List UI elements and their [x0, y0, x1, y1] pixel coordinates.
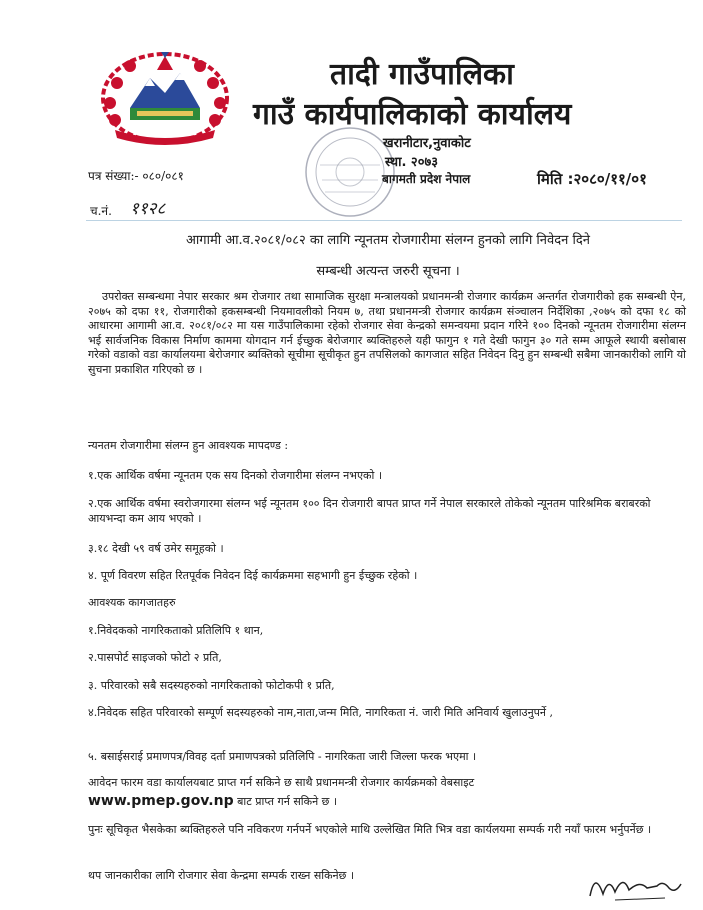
header-divider: [86, 220, 682, 221]
established-year: स्था. २०७३: [385, 155, 438, 170]
dispatch-number-handwritten: ११२८: [130, 199, 166, 219]
document-item: ४.निवेदक सहित परिवारको सम्पूर्ण सदस्यहरुको नाम,नाता,जन्म मिति, नागरिकता नं. जारी मिति अनिवार्य खुलाउनुपर्ने ,: [88, 706, 554, 719]
letter-date: मिति :२०८०/११/०१: [537, 170, 647, 188]
contact-notice: थप जानकारीका लागि रोजगार सेवा केन्द्रमा सम्पर्क राख्न सकिनेछ ।: [88, 869, 355, 882]
signature-icon: [585, 866, 685, 906]
document-item: ३. परिवारको सबै सदस्यहरुको नागरिकताको फोटोकपी १ प्रति,: [88, 679, 335, 692]
letter-reference-number: पत्र संख्या:- ०८०/०८१: [88, 169, 184, 183]
criteria-item: ४. पूर्ण विवरण सहित रितपूर्वक निवेदन दिई कार्यक्रममा सहभागी हुन ईच्छुक रहेको ।: [88, 569, 418, 582]
criteria-heading: न्यनतम रोजगारीमा संलग्न हुन आवश्यक मापदण्ड :: [88, 439, 289, 452]
office-address: खरानीटार,नुवाकोट: [383, 136, 471, 151]
body-paragraph: उपरोक्त सम्बन्धमा नेपार सरकार श्रम रोजगार तथा सामाजिक सुरक्षा मन्त्रालयको प्रधानमन्त्री रोजगार कार्यक्रम अन्तर्गत रोजगारीको हक सम्बन्धी ऐन, २०७५ को दफा ११, रोजगारीको हकसम्बन्धी नियमावलीको नियम ७, तथा प्रधानमन्त्री रोजगार कार्यक्रम संञ्चालन निर्देशिका ,२०७५ को दफा १८ को आधारमा आगामी आ.व. २०८१/०८२ मा यस गाउँपालिकामा रहेको रोजगार सेवा केन्द्रको समन्वयमा प्रदान गरिने १०० दिनको न्यूनतम रोजगारीमा संलग्न भई सार्वजनिक विकास निर्माण काममा योगदान गर्न ईच्छुक बेरोजगार ब्यक्तिहरुले यही फागुन १ गते देखी फागुन ३० गते सम्म आफूले स्थायी बसोबास गरेको वडाको वडा कार्यालयमा बेरोजगार ब्यक्तिको सूचीमा सूचीकृत हुन तपसिलको कागजात सहित निवेदन दिनु हुन सम्बन्धी सबैमा जानकारीको लागि यो सुचना प्रकाशित गरिएको छ ।: [88, 290, 686, 376]
criteria-item: ३.१८ देखी ५९ वर्ष उमेर समूहको ।: [88, 542, 224, 555]
document-item: ५. बसाईसराई प्रमाणपत्र/विवह दर्ता प्रमाणपत्रको प्रतिलिपि - नागरिकता जारी जिल्ला फरक भएमा ।: [88, 750, 477, 763]
website-suffix: बाट प्राप्त गर्न सकिने छ ।: [237, 795, 338, 808]
office-title-line1: तादी गाउँपालिका: [330, 57, 514, 92]
criteria-item: २.एक आर्थिक वर्षमा स्वरोजगारमा संलग्न भई न्यूनतम १०० दिन रोजगारी बापत प्राप्त गर्ने नेपाल सरकारले तोकेको न्यूनतम पारिश्रमिक बराबरको आयभन्दा कम आय भएको ।: [88, 497, 651, 525]
form-notice: आवेदन फारम वडा कार्यालयबाट प्राप्त गर्न सकिने छ साथै प्रधानमन्त्री रोजगार कार्यक्रमको वेबसाइट: [88, 776, 475, 789]
pmep-website-link[interactable]: www.pmep.gov.np: [88, 793, 234, 809]
renewal-notice: पुनः सूचिकृत भैसकेका ब्यक्तिहरुले पनि नविकरण गर्नपर्ने भएकोले माथि उल्लेखित मिति भित्र वडा कार्यलयमा सम्पर्क गरी नयाँ फारम भर्नुपर्नेछ ।: [88, 823, 652, 836]
nepal-emblem-icon: [95, 48, 235, 148]
document-item: १.निवेदकको नागरिकताको प्रतिलिपि १ थान,: [88, 624, 264, 637]
office-title-line2: गाउँ कार्यपालिकाको कार्यालय: [253, 97, 572, 132]
documents-heading: आवश्यक कागजातहरु: [88, 596, 176, 609]
website-line: [88, 793, 337, 809]
dispatch-number-label: च.नं.: [90, 204, 112, 218]
subject-line-2: सम्बन्धी अत्यन्त जरुरी सूचना ।: [316, 264, 460, 279]
province-name: बागमती प्रदेश नेपाल: [382, 172, 471, 186]
criteria-item: १.एक आर्थिक वर्षमा न्यूनतम एक सय दिनको रोजगारीमा संलग्न नभएको ।: [88, 469, 383, 482]
subject-line-1: आगामी आ.व.२०८१/०८२ का लागि न्यूनतम रोजगारीमा संलग्न हुनको लागि निवेदन दिने: [186, 233, 590, 248]
document-item: २.पासपोर्ट साइजको फोटो २ प्रति,: [88, 651, 222, 664]
